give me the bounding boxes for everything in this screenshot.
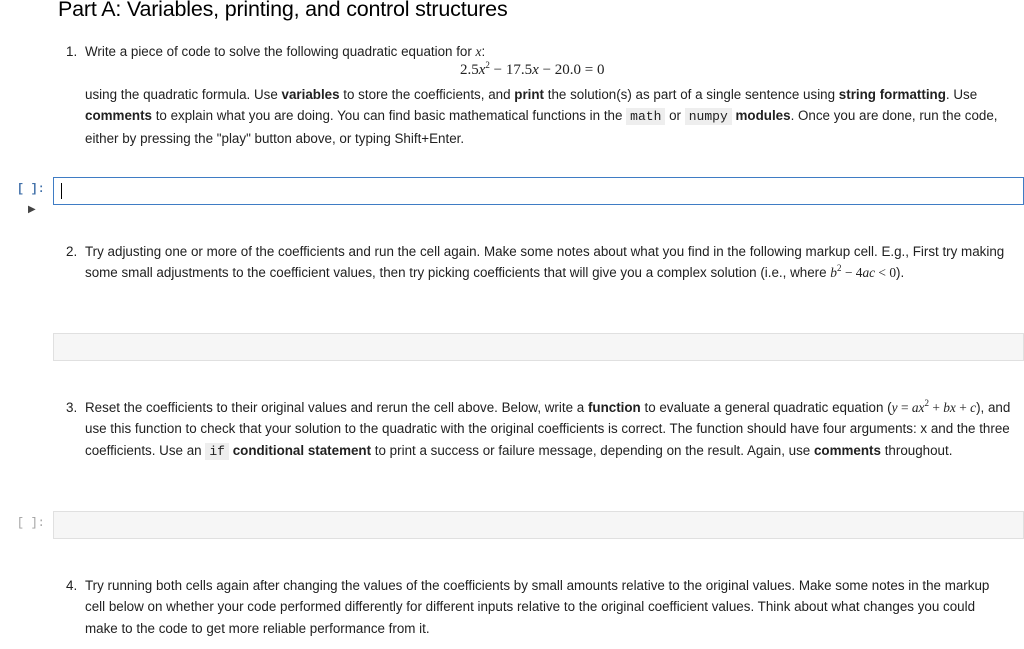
math-plus: + bbox=[955, 400, 971, 415]
eq-exp: 2 bbox=[485, 60, 490, 70]
math-plus: + bbox=[928, 400, 944, 415]
bold-text: conditional statement bbox=[232, 442, 372, 458]
math-exp: 2 bbox=[836, 263, 842, 274]
eq-var2: x bbox=[532, 62, 539, 78]
text: the solution(s) as part of a single sentence using bbox=[544, 87, 839, 102]
text: Try running both cells again after changing the values of the coefficients by small amounts relative to the original values. Make some notes in the markup cell below on whether your code performed differently for different inputs relative to the original coefficient values. Think about what changes you could make to the code to get more reliable performance from it. bbox=[85, 578, 990, 636]
question-1-details bbox=[66, 84, 1011, 149]
question-1 bbox=[66, 41, 1011, 62]
bold-text: string formatting bbox=[838, 87, 946, 102]
markdown-cell-1[interactable] bbox=[53, 333, 1024, 361]
math-c: c bbox=[970, 400, 977, 415]
bold-text: modules bbox=[735, 108, 791, 124]
math-b: b bbox=[830, 265, 837, 281]
code-cell-2[interactable] bbox=[53, 511, 1024, 539]
question-number: 2. bbox=[66, 244, 78, 259]
bold-text: comments bbox=[813, 442, 881, 458]
question-number: 4. bbox=[66, 578, 78, 593]
bold-text: variables bbox=[281, 87, 340, 102]
question-number: 3. bbox=[66, 400, 78, 415]
eq-coef-a: 2.5 bbox=[460, 62, 479, 78]
math-ax: ax bbox=[911, 400, 925, 415]
cell-2-prompt: [ ]: bbox=[17, 517, 45, 530]
text: to evaluate a general quadratic equation ( bbox=[640, 400, 892, 415]
text: to store the coefficients, and bbox=[339, 87, 515, 102]
text-caret bbox=[61, 183, 62, 199]
text: Write a piece of code to solve the following quadratic equation for bbox=[85, 44, 476, 59]
bold-text: function bbox=[587, 400, 641, 415]
text: ), and use this function to check that your solution to the quadratic with the original coefficients is correct. The function should have four arguments: x and the three coefficients. Use an bbox=[85, 400, 1011, 458]
text: throughout. bbox=[880, 442, 953, 458]
text: : bbox=[481, 44, 486, 59]
math-bx: bx bbox=[943, 400, 956, 415]
math-y: y bbox=[891, 400, 898, 415]
text: using the quadratic formula. Use bbox=[85, 87, 282, 102]
math-ac: ac bbox=[862, 265, 876, 281]
text: or bbox=[665, 108, 685, 124]
code-cell-1[interactable] bbox=[53, 177, 1024, 205]
eq-end: − 20.0 = 0 bbox=[538, 62, 605, 78]
math-var: x bbox=[475, 44, 482, 59]
run-arrow-icon[interactable]: ▶ bbox=[28, 204, 36, 215]
inline-code: math bbox=[626, 108, 665, 125]
question-2 bbox=[66, 241, 1011, 284]
bold-text: print bbox=[514, 87, 545, 102]
math-exp: 2 bbox=[924, 398, 929, 408]
quadratic-equation bbox=[460, 62, 604, 79]
text: to explain what you are doing. You can find basic mathematical functions in the bbox=[151, 108, 627, 124]
math-end: < 0 bbox=[875, 265, 897, 281]
question-3 bbox=[66, 397, 1011, 462]
math-mid: − 4 bbox=[841, 265, 863, 281]
eq-var: x bbox=[478, 62, 486, 78]
question-number: 1. bbox=[66, 44, 78, 59]
bold-text: comments bbox=[85, 108, 152, 124]
math-eq: = bbox=[897, 400, 912, 415]
inline-code: if bbox=[205, 443, 229, 460]
text: to print a success or failure message, depending on the result. Again, use bbox=[371, 442, 814, 458]
text: Try adjusting one or more of the coefficients and run the cell again. Make some notes about what you find in the following markup cell. E.g., First try making some small adjustments to the coefficient values, then try picking coefficients that will give you a complex solution (i.e., where bbox=[85, 244, 1005, 281]
cell-1-prompt: [ ]: bbox=[17, 183, 45, 196]
text: Reset the coefficients to their original values and rerun the cell above. Below, write a bbox=[85, 400, 588, 415]
eq-mid: − 17.5 bbox=[489, 62, 533, 78]
text: . Once you are done, run the code, either by pressing the "play" button above, or typing Shift+Enter. bbox=[85, 108, 998, 146]
question-4 bbox=[66, 575, 1011, 639]
text: . Use bbox=[945, 87, 978, 102]
inline-code: numpy bbox=[685, 108, 732, 125]
page-title: Part A: Variables, printing, and control structures bbox=[58, 0, 508, 21]
text: ). bbox=[896, 265, 905, 281]
